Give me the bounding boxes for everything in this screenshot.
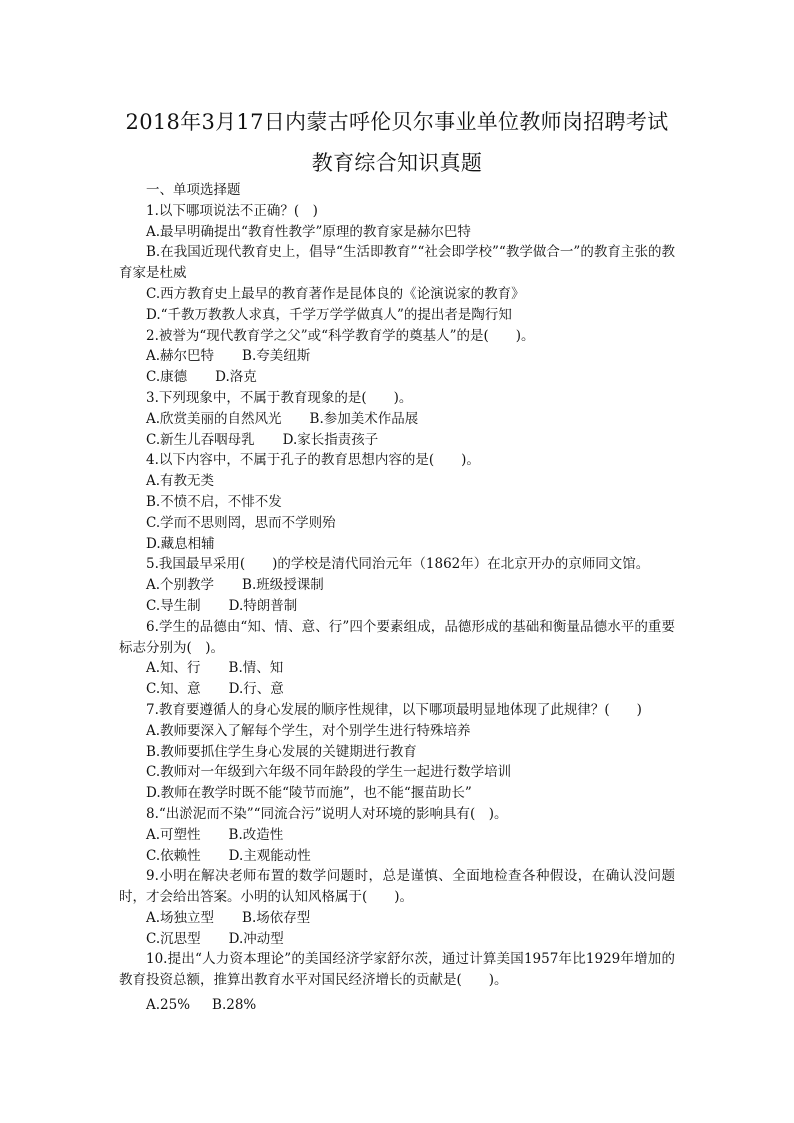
question-2-option-c: C.康德 bbox=[146, 369, 188, 386]
question-3-option-a: A.欣赏美丽的自然风光 bbox=[146, 410, 282, 427]
question-6-stem: 6.学生的品德由“知、情、意、行”四个要素组成，品德形成的基础和衡量品德水平的重要标志分别为( )。 bbox=[119, 618, 675, 656]
question-3-options-row-1 bbox=[119, 409, 675, 430]
question-5-option-b: B.班级授课制 bbox=[242, 577, 324, 594]
question-8-stem: 8.“出淤泥而不染”“同流合污”说明人对环境的影响具有( )。 bbox=[146, 805, 508, 822]
question-6-option-a: A.知、行 bbox=[146, 660, 201, 677]
question-2-option-d: D.洛克 bbox=[215, 369, 257, 386]
question-7-option-c: C.教师对一年级到六年级不同年龄段的学生一起进行数学培训 bbox=[146, 764, 512, 781]
question-10-option-a: A.25% bbox=[146, 997, 191, 1014]
question-8-option-a: A.可塑性 bbox=[146, 826, 201, 843]
question-10-option-b: B.28% bbox=[212, 997, 257, 1014]
question-3-stem: 3.下列现象中，不属于教育现象的是( )。 bbox=[146, 389, 413, 406]
question-8-options-row-2 bbox=[119, 846, 675, 867]
document-title-line-2: 教育综合知识真题 bbox=[311, 151, 483, 175]
question-2-option-a: A.赫尔巴特 bbox=[146, 348, 215, 365]
question-3-option-b: B.参加美术作品展 bbox=[309, 410, 419, 427]
question-9-stem: 9.小明在解决老师布置的数学问题时，总是谨慎、全面地检查各种假设，在确认没问题时，才会给出答案。小明的认知风格属于( )。 bbox=[119, 868, 675, 906]
question-9-option-b: B.场依存型 bbox=[242, 909, 311, 926]
question-1-stem: 1.以下哪项说法不正确？( ) bbox=[146, 202, 318, 219]
question-9-option-d: D.冲动型 bbox=[228, 930, 284, 947]
question-4-option-c: C.学而不思则罔，思而不学则殆 bbox=[146, 514, 336, 531]
question-2-options-row-1 bbox=[119, 346, 675, 367]
question-9-options-row-2 bbox=[119, 929, 675, 950]
question-1-option-d: D.“千教万教教人求真，千学万学学做真人”的提出者是陶行知 bbox=[146, 306, 512, 323]
question-5-options-row-1 bbox=[119, 575, 675, 596]
question-10-options-row-1 bbox=[119, 995, 675, 1016]
question-8-option-c: C.依赖性 bbox=[146, 847, 201, 864]
question-2-options-row-2 bbox=[119, 367, 675, 388]
question-7-stem: 7.教育要遵循人的身心发展的顺序性规律，以下哪项最明显地体现了此规律？( ) bbox=[146, 701, 642, 718]
question-3-option-c: C.新生儿吞咽母乳 bbox=[146, 431, 255, 448]
section-heading: 一、单项选择题 bbox=[146, 182, 241, 198]
question-1-option-a: A.最早明确提出“教育性教学”原理的教育家是赫尔巴特 bbox=[146, 223, 471, 240]
question-4-option-d: D.藏息相辅 bbox=[146, 535, 215, 552]
question-8-options-row-1 bbox=[119, 825, 675, 846]
question-2-option-b: B.夸美纽斯 bbox=[242, 348, 311, 365]
question-6-options-row-1 bbox=[119, 658, 675, 679]
question-5-option-d: D.特朗普制 bbox=[228, 597, 298, 614]
question-8-option-b: B.改造性 bbox=[228, 826, 284, 843]
question-3-options-row-2 bbox=[119, 430, 675, 451]
question-8-option-d: D.主观能动性 bbox=[228, 847, 311, 864]
question-6-options-row-2 bbox=[119, 679, 675, 700]
question-5-stem: 5.我国最早采用( )的学校是清代同治元年（1862年）在北京开办的京师同文馆。 bbox=[146, 556, 650, 573]
question-4-option-a: A.有教无类 bbox=[146, 473, 215, 490]
document-title-line-1: 2018年3月17日内蒙古呼伦贝尔事业单位教师岗招聘考试 bbox=[125, 110, 669, 134]
question-9-option-c: C.沉思型 bbox=[146, 930, 201, 947]
question-1-option-b: B.在我国近现代教育史上，倡导“生活即教育”“社会即学校”“教学做合一”的教育主张的教育家是杜威 bbox=[119, 244, 675, 282]
question-list bbox=[119, 180, 675, 1016]
question-6-option-b: B.情、知 bbox=[228, 660, 284, 677]
question-6-option-c: C.知、意 bbox=[146, 681, 201, 698]
question-10-stem: 10.提出“人力资本理论”的美国经济学家舒尔茨，通过计算美国1957年比1929年增加的教育投资总额，推算出教育水平对国民经济增长的贡献是( )。 bbox=[119, 951, 675, 989]
question-3-option-d: D.家长指责孩子 bbox=[282, 431, 379, 448]
question-5-option-c: C.导生制 bbox=[146, 597, 201, 614]
question-9-options-row-1 bbox=[119, 908, 675, 929]
question-4-stem: 4.以下内容中，不属于孔子的教育思想内容的是( )。 bbox=[146, 452, 480, 469]
question-1-option-c: C.西方教育史上最早的教育著作是昆体良的《论演说家的教育》 bbox=[146, 285, 525, 302]
question-7-option-b: B.教师要抓住学生身心发展的关键期进行教育 bbox=[146, 743, 417, 760]
question-7-option-d: D.教师在教学时既不能“陵节而施”，也不能“揠苗助长” bbox=[146, 785, 472, 802]
question-4-option-b: B.不愤不启，不悱不发 bbox=[146, 493, 282, 510]
question-9-option-a: A.场独立型 bbox=[146, 909, 215, 926]
question-2-stem: 2.被誉为“现代教育学之父”或“科学教育学的奠基人”的是( )。 bbox=[146, 327, 535, 344]
question-5-options-row-2 bbox=[119, 596, 675, 617]
question-5-option-a: A.个别教学 bbox=[146, 577, 215, 594]
question-6-option-d: D.行、意 bbox=[228, 681, 284, 698]
question-7-option-a: A.教师要深入了解每个学生，对个别学生进行特殊培养 bbox=[146, 722, 471, 739]
